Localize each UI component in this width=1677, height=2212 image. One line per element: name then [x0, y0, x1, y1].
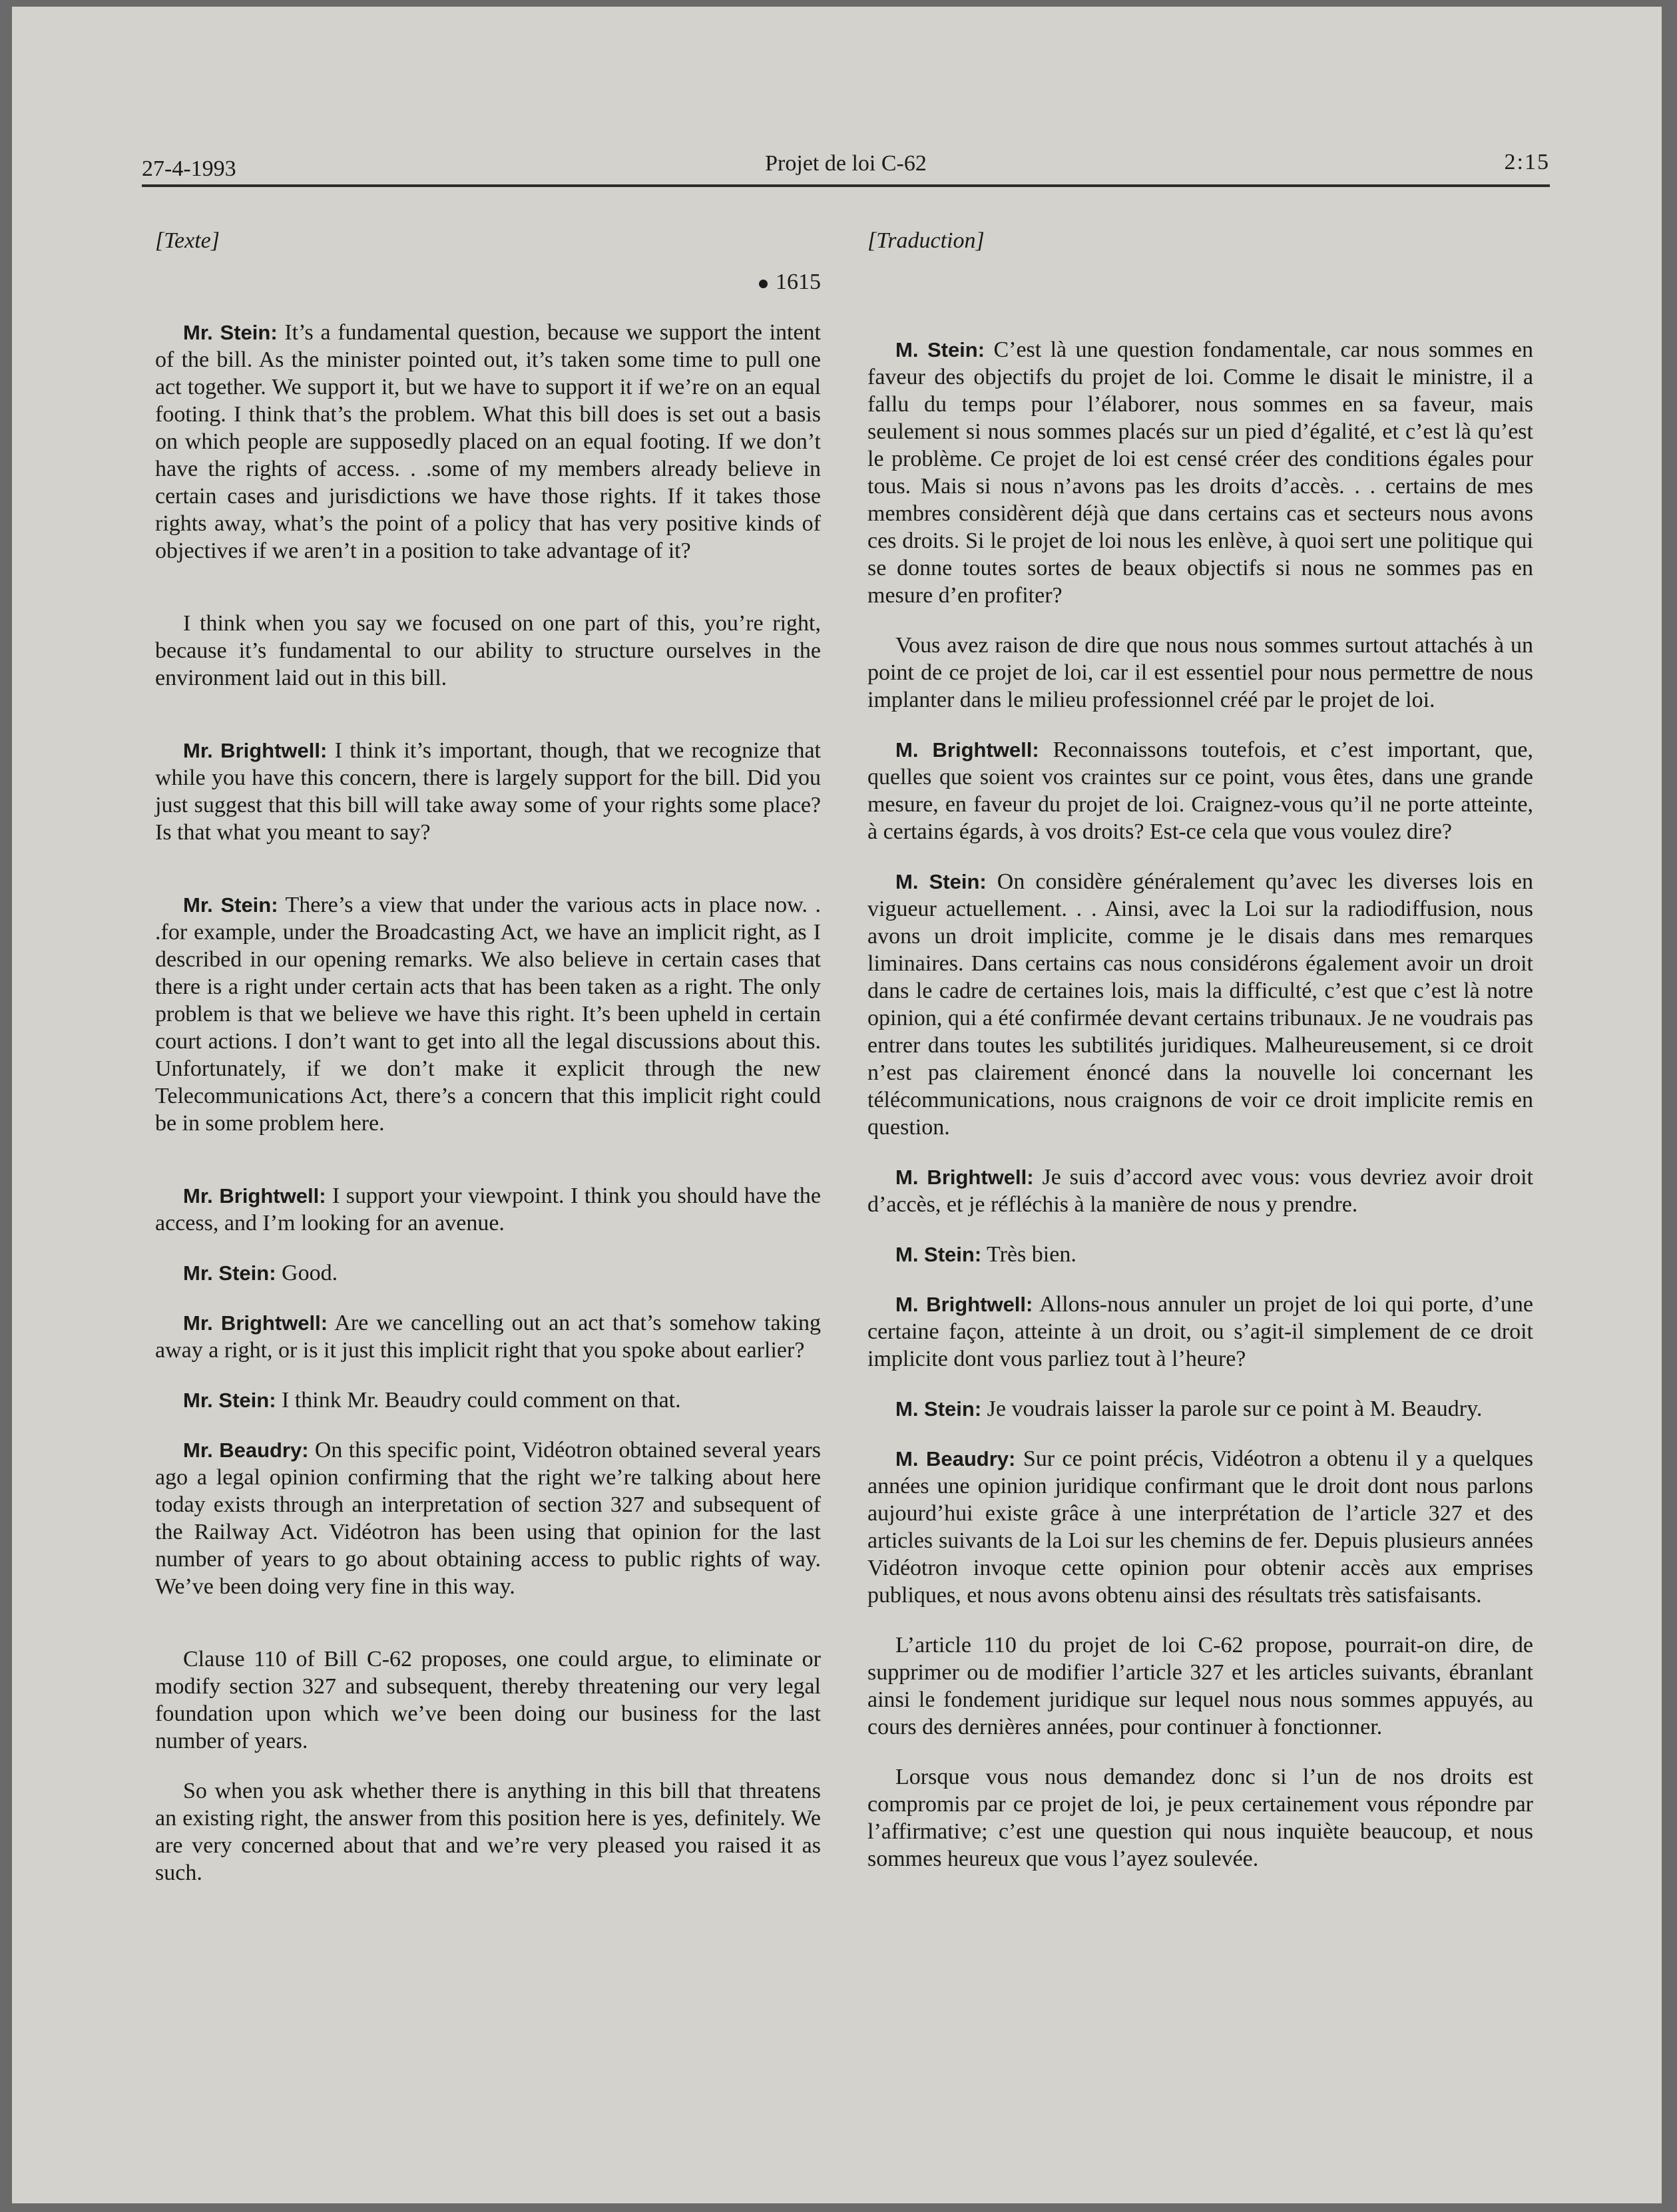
paragraph-text: Très bien.: [981, 1242, 1077, 1267]
paragraph: [155, 737, 821, 846]
paragraph: [867, 1164, 1533, 1218]
speaker-name: Mr. Stein:: [183, 893, 278, 917]
speaker-name: M. Stein:: [895, 338, 985, 361]
timestamp-text: 1615: [776, 270, 821, 294]
running-header: [142, 143, 1550, 187]
paragraph-text: Allons-nous annuler un projet de loi qui porte, d’une certaine façon, atteinte à un droit, ou s’agit-il simplement de ce droit implicite dont vous parliez tout à l’heure?: [867, 1292, 1533, 1371]
paragraph-text: Sur ce point précis, Vidéotron a obtenu il y a quelques années une opinion juridique confirmant que le droit dont nous parlons aujourd’hui existe grâce à une interprétation de l’article 327 et des articles suivants de la Loi sur les chemins de fer. Depuis plusieurs années Vidéotron invoque cette opinion pour obtenir accès aux emprises publiques, et nous avons obtenu ainsi des résultats très satisfaisants.: [867, 1446, 1533, 1608]
header-date: 27-4-1993: [142, 156, 236, 181]
speaker-name: M. Brightwell:: [895, 1166, 1034, 1189]
page-number: 2:15: [1504, 150, 1550, 174]
paragraph: [155, 1777, 821, 1886]
transcript-page: [142, 143, 1550, 2054]
paragraph: [867, 1291, 1533, 1373]
paragraph-text: There’s a view that under the various acts in place now. . .for example, under the Broadcasting Act, we have an implicit right, as I described in our opening remarks. We also believe in certain cases that there is a right under certain acts that has been taken as a right. The only problem is that we believe we have this right. It’s been upheld in certain court actions. I don’t want to get into all the legal discussions about this. Unfortunately, if we don’t make it explicit through the new Telecommunications Act, there’s a concern that this implicit right could be in some problem here.: [155, 893, 821, 1136]
speaker-name: Mr. Brightwell:: [183, 1184, 326, 1208]
paragraph: [867, 632, 1533, 714]
paragraph-text: Vous avez raison de dire que nous nous sommes surtout attachés à un point de ce projet de loi, car il est essentiel pour nous permettre de nous implanter dans le milieu professionnel créé par le projet de loi.: [867, 633, 1533, 712]
paragraph-text: Lorsque vous nous demandez donc si l’un de nos droits est compromis par ce projet de loi, je peux certainement vous répondre par l’affirmative; c’est une question qui nous inquiète beaucoup, et nous sommes heureux que vous l’ayez soulevée.: [867, 1765, 1533, 1871]
paragraph: [867, 336, 1533, 609]
paragraph-text: On considère généralement qu’avec les diverses lois en vigueur actuellement. . . Ainsi, avec la Loi sur la radiodiffusion, nous avons un droit implicite, comme je le disais dans mes remarques liminaires. Dans certains cas nous considérons également avoir un droit dans le cadre de certaines lois, mais la difficulté, c’est que c’est là notre opinion, qui a été confirmée devant certains tribunaux. Je ne voudrais pas entrer dans toutes les subtilités juridiques. Malheureusement, si ce droit n’est pas clairement énoncé dans la nouvelle loi concernant les télécommunications, nous craignons de voir ce droit implicite remis en question.: [867, 869, 1533, 1140]
paragraph: [155, 891, 821, 1137]
paragraph-text: I support your viewpoint. I think you should have the access, and I’m looking for an avenue.: [155, 1184, 821, 1235]
paragraph-text: Je voudrais laisser la parole sur ce point à M. Beaudry.: [981, 1397, 1483, 1421]
paragraph-text: Reconnaissons toutefois, et c’est important, que, quelles que soient vos craintes sur ce point, vous êtes, dans une grande mesure, en faveur du projet de loi. Craignez-vous qu’il ne porte atteinte, à certains égards, à vos droits? Est-ce cela que vous voulez dire?: [867, 738, 1533, 844]
paragraph-text: Clause 110 of Bill C-62 proposes, one could argue, to eliminate or modify section 327 and subsequent, thereby threatening our very legal foundation upon which we’ve been doing our business for the last number of years.: [155, 1647, 821, 1753]
paragraph: [867, 736, 1533, 845]
speaker-name: M. Stein:: [895, 1397, 982, 1421]
language-marker-english: [Texte]: [155, 228, 220, 253]
speaker-name: Mr. Stein:: [183, 321, 278, 344]
paragraph: [155, 1387, 821, 1414]
speaker-name: M. Brightwell:: [895, 738, 1039, 762]
paragraph: [867, 868, 1533, 1141]
speaker-name: Mr. Stein:: [183, 1261, 276, 1285]
header-title: Projet de loi C-62: [765, 151, 927, 176]
paragraph-text: Good.: [276, 1261, 338, 1285]
english-column: [155, 228, 821, 1886]
speaker-name: Mr. Beaudry:: [183, 1438, 309, 1462]
paragraph: [155, 1259, 821, 1287]
timestamp-marker: [155, 270, 821, 295]
speaker-name: M. Stein:: [895, 1243, 982, 1266]
paragraph-text: C’est là une question fondamentale, car nous sommes en faveur des objectifs du projet de loi. Comme le disait le ministre, il a fallu du temps pour l’élaborer, nous sommes en sa faveur, mais seulement si nous sommes placés sur un pied d’égalité, et c’est là qu’est le problème. Ce projet de loi est censé créer des conditions égales pour tous. Mais si nous n’avons pas les droits d’accès. . . certains de mes membres considèrent déjà que dans certains cas et secteurs nous avons ces droits. Si le projet de loi nous les enlève, à quoi sert une politique qui se donne toutes sortes de beaux objectifs si nous ne sommes pas en mesure d’en profiter?: [867, 337, 1533, 608]
language-marker-french: [Traduction]: [867, 228, 985, 253]
paragraph-text: I think when you say we focused on one part of this, you’re right, because it’s fundamental to our ability to structure ourselves in the environment laid out in this bill.: [155, 611, 821, 690]
paragraph-text: L’article 110 du projet de loi C-62 propose, pourrait-on dire, de supprimer ou de modifier l’article 327 et les articles suivants, ébranlant ainsi le fondement juridique sur lequel nous nous sommes appuyés, au cours des dernières années, pour continuer à fonctionner.: [867, 1633, 1533, 1739]
paragraph: [867, 1395, 1533, 1423]
french-column: [867, 228, 1533, 1873]
speaker-name: M. Beaudry:: [895, 1447, 1016, 1470]
speaker-name: M. Stein:: [895, 870, 987, 893]
paragraph: [155, 1182, 821, 1237]
speaker-name: M. Brightwell:: [895, 1293, 1033, 1316]
paragraph-text: Are we cancelling out an act that’s somehow taking away a right, or is it just this implicit right that you spoke about earlier?: [155, 1311, 821, 1363]
paragraph: [155, 1309, 821, 1364]
paragraph: [155, 319, 821, 564]
speaker-name: Mr. Brightwell:: [183, 739, 328, 762]
paragraph-text: I think it’s important, though, that we recognize that while you have this concern, there is largely support for the bill. Did you just suggest that this bill will take away some of your rights some place? Is that what you meant to say?: [155, 738, 821, 845]
paragraph: [867, 1763, 1533, 1873]
paragraph-text: It’s a fundamental question, because we support the intent of the bill. As the minister pointed out, it’s taken some time to pull one act together. We support it, but we have to support it if we’re on an equal footing. I think that’s the problem. What this bill does is set out a basis on which people are supposedly placed on an equal footing. If we don’t have the rights of access. . .some of my members already believe in certain cases and jurisdictions we have those rights. If it takes those rights away, what’s the point of a policy that has very positive kinds of objectives if we aren’t in a position to take advantage of it?: [155, 320, 821, 563]
paragraph-text: Je suis d’accord avec vous: vous devriez avoir droit d’accès, et je réfléchis à la manière de nous y prendre.: [867, 1165, 1533, 1217]
paragraph: [155, 1437, 821, 1600]
paragraph-text: On this specific point, Vidéotron obtained several years ago a legal opinion confirming that the right we’re talking about here today exists through an interpretation of section 327 and subsequent of the Railway Act. Vidéotron has been using that opinion for the last number of years to go about obtaining access to public rights of way. We’ve been doing very fine in this way.: [155, 1438, 821, 1599]
speaker-name: Mr. Brightwell:: [183, 1311, 328, 1335]
paragraph: [867, 1241, 1533, 1268]
bullet-icon: [759, 280, 768, 288]
scanned-sheet: [12, 7, 1662, 2203]
paragraph: [867, 1632, 1533, 1741]
paragraph-text: I think Mr. Beaudry could comment on that.: [276, 1388, 681, 1413]
paragraph: [867, 1445, 1533, 1609]
paragraph: [155, 610, 821, 692]
paragraph-text: So when you ask whether there is anything in this bill that threatens an existing right, the answer from this position here is yes, definitely. We are very concerned about that and we’re very pleased you raised it as such.: [155, 1779, 821, 1885]
speaker-name: Mr. Stein:: [183, 1389, 276, 1412]
paragraph: [155, 1646, 821, 1755]
